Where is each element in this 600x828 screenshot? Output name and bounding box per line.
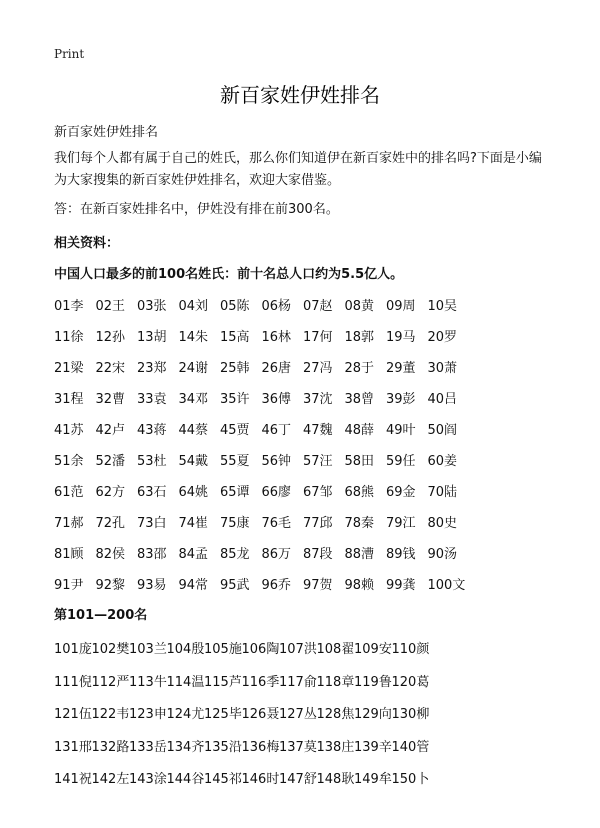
surname-rank: 138庄 (316, 739, 355, 755)
surname-rank: 27冯 (303, 361, 333, 376)
surname-rank: 70陆 (427, 485, 458, 500)
surname-rank: 02王 (95, 299, 126, 314)
surname-rank: 143涂 (129, 772, 167, 787)
surname-rank: 77邱 (303, 516, 333, 531)
surname-rank: 134齐 (166, 739, 205, 755)
answer-paragraph: 答：在新百家姓排名中，伊姓没有排在前300名。 (54, 202, 339, 217)
surname-rank: 139辛 (354, 739, 392, 755)
surname-rank: 35许 (220, 392, 250, 407)
surname-rank: 46丁 (261, 423, 292, 438)
surname-rank: 61范 (54, 485, 84, 500)
surname-rank: 24谢 (178, 361, 209, 376)
surname-rank: 48薛 (344, 423, 375, 438)
surname-rank: 120葛 (391, 674, 430, 690)
surname-rank: 144谷 (166, 772, 205, 787)
surname-rank: 96乔 (261, 578, 292, 593)
surname-rank: 125毕 (204, 707, 242, 722)
surname-rank: 41苏 (54, 423, 84, 438)
surname-rank: 16林 (261, 330, 292, 345)
surname-rank: 72孔 (95, 516, 126, 531)
surname-rank: 121伍 (54, 707, 92, 722)
surname-rank: 80史 (427, 516, 458, 531)
surname-rank: 132路 (91, 739, 130, 755)
surname-rank: 34邓 (178, 392, 209, 407)
surname-rank: 11徐 (54, 330, 84, 345)
surname-rank: 145祁 (204, 772, 242, 787)
surname-rank: 51余 (54, 454, 84, 469)
surname-rank: 123申 (129, 707, 167, 722)
surname-rank: 130柳 (391, 707, 430, 722)
surname-rank: 15高 (220, 330, 250, 345)
surname-rank: 13胡 (137, 330, 167, 345)
surname-rank: 115芦 (204, 674, 242, 690)
surname-rank: 142左 (91, 772, 130, 787)
surname-rank: 47魏 (303, 423, 333, 438)
surname-rank: 50阎 (427, 423, 458, 438)
surname-rank: 49叶 (386, 423, 416, 438)
surname-rank: 83邵 (137, 547, 167, 562)
surname-rank: 65谭 (220, 485, 250, 500)
surname-rank: 108翟 (316, 642, 355, 657)
surname-rank: 129向 (354, 707, 392, 722)
surname-rank: 63石 (137, 485, 167, 500)
surname-rank: 08黄 (344, 299, 375, 314)
surname-rank: 79江 (386, 516, 416, 531)
surname-rank: 85龙 (220, 547, 250, 562)
surname-rank: 94常 (178, 578, 209, 593)
surname-rank: 112严 (91, 674, 130, 690)
surname-rank: 43蒋 (137, 423, 167, 438)
surname-rank: 18郭 (344, 330, 375, 345)
surname-rank: 128焦 (316, 707, 355, 722)
surname-rank: 56钟 (261, 454, 292, 469)
surname-rank: 90汤 (427, 547, 458, 562)
surname-rank: 28于 (344, 361, 375, 376)
surname-rank: 68熊 (344, 485, 375, 500)
surname-rank: 62方 (95, 485, 126, 500)
surname-rank: 37沈 (303, 392, 333, 407)
surname-rank: 14朱 (178, 330, 209, 345)
surname-rank: 147舒 (279, 772, 317, 787)
intro-paragraph: 我们每个人都有属于自己的姓氏，那么你们知道伊在新百家姓中的排名吗?下面是小编为大家搜集的新百家姓伊姓排名，欢迎大家借鉴。 (54, 151, 542, 188)
surname-rank: 07赵 (303, 299, 333, 314)
surname-rank: 89钱 (386, 547, 416, 562)
surname-rank: 117俞 (279, 674, 317, 690)
surname-rank: 81顾 (54, 547, 84, 562)
surname-rank: 114温 (166, 674, 205, 690)
surname-rank: 84孟 (178, 547, 209, 562)
surname-rank: 82侯 (95, 547, 126, 562)
surname-rank: 09周 (386, 299, 416, 314)
surname-rank: 86万 (261, 547, 292, 562)
surname-rank: 04刘 (178, 299, 209, 314)
surname-rank: 131邢 (54, 739, 92, 755)
surname-rank: 40吕 (427, 392, 458, 407)
surname-rank: 126聂 (241, 707, 280, 722)
surname-rank: 45贾 (220, 423, 250, 438)
surname-rank: 78秦 (344, 516, 375, 531)
surname-rank: 97贺 (303, 578, 333, 593)
surname-rank: 22宋 (95, 361, 126, 376)
surname-rank: 150卜 (391, 772, 430, 787)
surname-rank: 75康 (220, 516, 250, 531)
surname-rank: 135沿 (204, 739, 242, 755)
surname-rank: 36傅 (261, 392, 292, 407)
surname-rank: 113牛 (129, 674, 167, 690)
surname-rank: 66廖 (261, 485, 292, 500)
surname-rank: 137莫 (279, 739, 317, 755)
surname-rank: 76毛 (261, 516, 292, 531)
surname-rank: 98赖 (344, 578, 375, 593)
surname-rank: 67邹 (303, 485, 333, 500)
surname-rank: 73白 (137, 516, 167, 531)
surname-rank: 93易 (137, 578, 167, 593)
surname-rank: 122韦 (91, 707, 130, 722)
surname-rank: 52潘 (95, 454, 126, 469)
surname-rank: 91尹 (54, 578, 84, 593)
surname-rank: 99龚 (386, 578, 416, 593)
surname-rank: 106陶 (241, 642, 280, 657)
rank-101-200-heading: 第101—200名 (54, 608, 148, 623)
surname-rank: 133岳 (129, 739, 167, 755)
surname-rank: 33袁 (137, 392, 167, 407)
surname-rank: 124尤 (166, 707, 205, 722)
related-heading: 相关资料： (54, 236, 120, 251)
surname-rank: 140管 (391, 739, 430, 755)
surname-rank: 29董 (386, 361, 416, 376)
surname-rank: 149牟 (354, 772, 392, 787)
surname-rank: 102樊 (91, 642, 130, 657)
surname-rank: 71郝 (54, 516, 84, 531)
surname-rank: 88漕 (344, 547, 375, 562)
top100-heading: 中国人口最多的前100名姓氏：前十名总人口约为5.5亿人。 (54, 267, 404, 282)
surname-rank: 20罗 (427, 330, 458, 345)
surname-rank: 42卢 (95, 423, 126, 438)
surname-rank: 53杜 (137, 454, 167, 469)
surname-rank: 44蔡 (178, 423, 209, 438)
surname-rank: 05陈 (220, 299, 250, 314)
surname-rank: 64姚 (178, 485, 209, 500)
surname-rank: 31程 (54, 392, 84, 407)
surname-rank: 32曹 (95, 392, 126, 407)
surname-rank: 87段 (303, 547, 333, 562)
surname-rank: 06杨 (261, 299, 292, 314)
surname-rank: 23郑 (137, 361, 167, 376)
surname-rank: 92黎 (95, 578, 126, 593)
surname-rank: 17何 (303, 330, 333, 345)
surname-rank: 127丛 (279, 707, 317, 722)
surname-rank: 54戴 (178, 454, 209, 469)
surname-rank: 19马 (386, 330, 416, 345)
surname-rank: 100文 (427, 578, 466, 593)
surname-rank: 95武 (220, 578, 250, 593)
surname-rank: 101庞 (54, 642, 92, 657)
surname-rank: 116季 (241, 674, 280, 690)
surname-rank: 39彭 (386, 392, 416, 407)
page-title: 新百家姓伊姓排名 (220, 83, 380, 107)
surname-rank: 107洪 (279, 642, 317, 657)
surname-rank: 12孙 (95, 330, 126, 345)
article-subtitle: 新百家姓伊姓排名 (54, 125, 159, 140)
surname-rank: 38曾 (344, 392, 375, 407)
surname-rank: 119鲁 (354, 674, 392, 690)
surname-rank: 26唐 (261, 361, 292, 376)
surname-rank: 111倪 (54, 674, 92, 690)
surname-rank: 59任 (386, 454, 416, 469)
surname-rank: 01李 (54, 299, 84, 314)
surname-rank: 105施 (204, 642, 242, 657)
print-link[interactable]: Print (54, 47, 85, 61)
surname-rank: 104殷 (166, 642, 205, 657)
surname-rank: 74崔 (178, 516, 209, 531)
surname-rank: 55夏 (220, 454, 250, 469)
surname-rank: 118章 (316, 674, 355, 690)
surname-rank: 10吴 (427, 299, 458, 314)
surname-rank: 58田 (344, 454, 375, 469)
surname-rank: 141祝 (54, 772, 92, 787)
surname-rank: 103兰 (129, 642, 167, 657)
surname-rank: 21梁 (54, 361, 84, 376)
surname-rank: 136梅 (241, 739, 280, 755)
surname-rank: 30萧 (427, 361, 458, 376)
surname-rank: 109安 (354, 642, 392, 657)
surname-rank: 03张 (137, 299, 167, 314)
surname-rank: 148耿 (316, 772, 355, 787)
surname-rank: 60姜 (427, 454, 458, 469)
surname-rank: 69金 (386, 485, 416, 500)
surname-rank: 110颜 (391, 642, 430, 657)
surname-rank: 57汪 (303, 454, 333, 469)
surname-rank: 25韩 (220, 361, 250, 376)
surname-rank: 146时 (241, 772, 280, 787)
